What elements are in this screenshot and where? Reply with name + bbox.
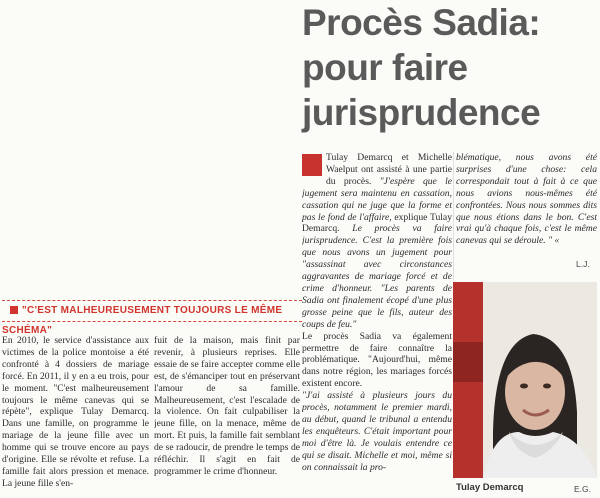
photo-credit: E.G. xyxy=(574,484,592,494)
article-column-1 xyxy=(302,152,452,482)
sidebar-paragraph-2: fuit de la maison, mais finit par revenir, à plusieurs reprises. Elle essaie de se faire accepter comme elle est, de s'émanciper tout en préservant l'amour de sa famille. Malheureusement, c'est l'escalade de la violence. On fait culpabiliser la jeune fille, on la menace, même de mort. Et puis, la famille fait semblant de se radoucir, de prendre le temps de réfléchir. Il s'agit en fait de programmer le crime d'honneur. xyxy=(154,335,300,477)
photo-caption: Tulay Demarcq xyxy=(456,482,524,493)
sidebar-column-2 xyxy=(154,335,300,495)
article-intro: Tulay Demarcq et Michelle Waelput ont assisté à une partie du procès. xyxy=(326,152,452,187)
article-paragraph-4: blématique, nous avons été surprises d'une chose: cela correspondait tout à fait à ce que nous avions nous-mêmes été confrontées. Nous nous sommes dits que nous étions dans le bon. C'est vrai qu'à chaque fois, c'est le même canevas qui se déroule. " « xyxy=(456,152,597,247)
article-signature: L.J. xyxy=(576,259,590,269)
article-paragraph-1 xyxy=(302,152,452,331)
headline xyxy=(302,0,598,135)
article-paragraph-2: Le procès Sadia va également permettre de faire connaître la problématique. "Aujourd'hui, même dans notre région, les mariages forcés existent encore. xyxy=(302,330,452,390)
drop-cap-marker xyxy=(302,154,322,176)
portrait-illustration xyxy=(453,282,597,478)
headline-line-2: pour faire xyxy=(302,47,468,88)
article-attribution: explique Tulay Demarcq. xyxy=(302,211,452,235)
sidebar-banner-text: "C'EST MALHEUREUSEMENT TOUJOURS LE MÊME SCHÉMA" xyxy=(2,305,283,336)
column-divider xyxy=(453,152,454,280)
headline-line-3: jurisprudence xyxy=(302,92,541,133)
sidebar-column-1 xyxy=(2,335,149,495)
article-paragraph-3: "J'ai assisté à plusieurs jours du procès, notamment le premier mardi, au début, quand le tribunal a entendu les enquêteurs. C'était important pour moi d'être là. Je voulais entendre ce qui se disait. Michelle et moi, même si on connaissait la pro- xyxy=(302,390,452,473)
portrait-photo xyxy=(453,282,597,478)
article-quote-1: "J'espère que le jugement sera maintenu en cassation, cassation qui ne juge que la forme et pas le fond de l'affaire, xyxy=(302,175,452,223)
sidebar-paragraph-1: En 2010, le service d'assistance aux victimes de la police montoise a été confronté à 4 dossiers de mariage forcé. En 2011, il y en a eu trois, pour le moment. "C'est malheureusement toujours le même canevas qui se répète", explique Tulay Demarcq. Dans une famille, on programme le mariage de la jeune fille avec un homme qui se trouve encore au pays d'origine. Elle se révolte et refuse. La famille fait alors pression et menace. La jeune fille s'en- xyxy=(2,335,149,489)
article-quote-2: Le procès va faire jurisprudence. C'est la première fois que nous avons un jugement pour "assassinat avec circonstances aggravantes de mariage forcé et de crime d'honneur. "Les parents de Sadia ont finalement écopé d'une plus grosse peine que le fils, auteur des coups de feu." xyxy=(302,223,452,330)
article-column-2 xyxy=(456,152,597,262)
sidebar-banner xyxy=(2,300,302,336)
quote-square-icon xyxy=(10,306,18,314)
headline-line-1: Procès Sadia: xyxy=(302,2,541,43)
